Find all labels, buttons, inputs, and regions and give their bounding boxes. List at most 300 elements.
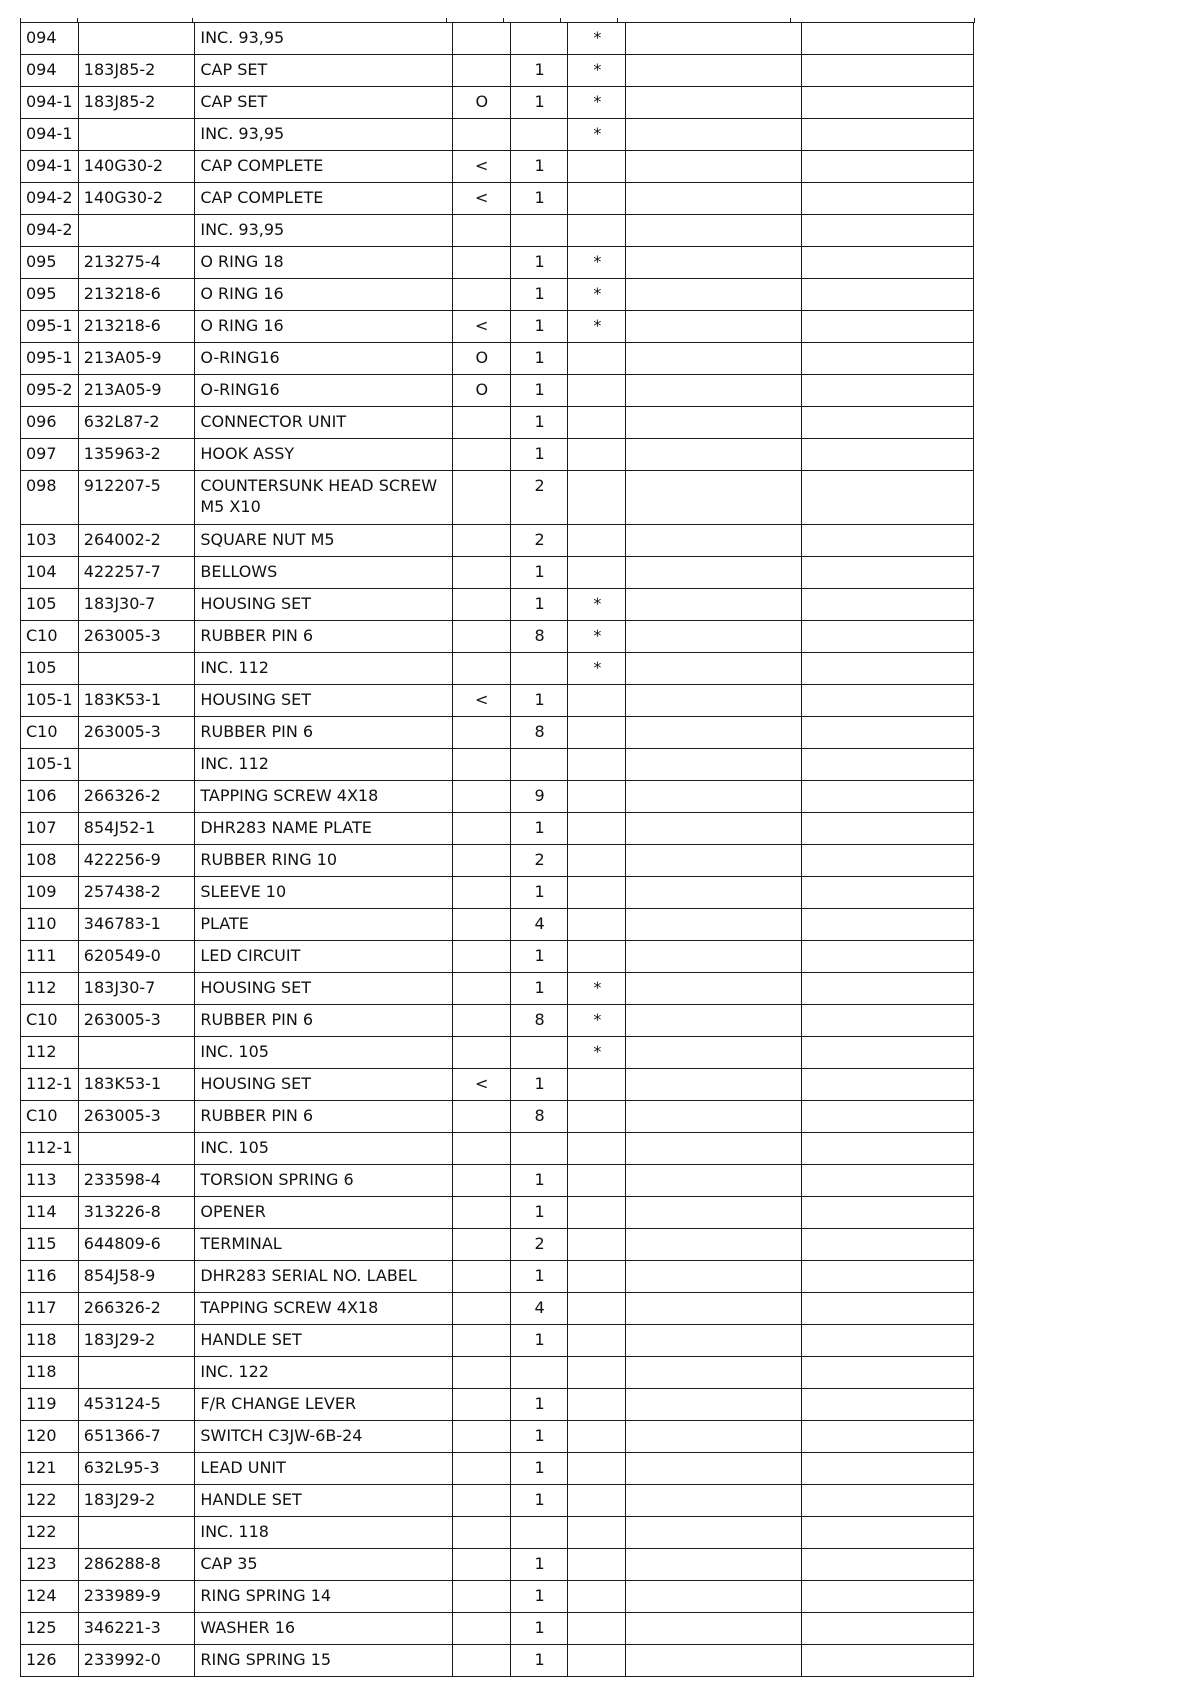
part-number-cell: 912207-5	[78, 471, 195, 525]
asterisk-cell	[568, 685, 626, 717]
asterisk-cell	[568, 845, 626, 877]
mark-cell	[452, 1357, 510, 1389]
part-number-cell	[78, 1517, 195, 1549]
table-row	[21, 557, 974, 589]
part-number-cell: 233989-9	[78, 1581, 195, 1613]
quantity-cell: 1	[510, 1485, 568, 1517]
table-row	[21, 845, 974, 877]
description-cell: CONNECTOR UNIT	[195, 407, 453, 439]
blank-cell	[626, 749, 801, 781]
part-number-cell: 183J85-2	[78, 55, 195, 87]
table-row	[21, 151, 974, 183]
table-row	[21, 749, 974, 781]
quantity-cell: 1	[510, 941, 568, 973]
blank-cell	[801, 1613, 973, 1645]
blank-cell	[801, 1645, 973, 1677]
blank-cell	[801, 343, 973, 375]
blank-cell	[626, 1101, 801, 1133]
blank-cell	[801, 1549, 973, 1581]
item-no-cell: 121	[21, 1453, 79, 1485]
asterisk-cell	[568, 781, 626, 813]
description-cell: TORSION SPRING 6	[195, 1165, 453, 1197]
description-cell: INC. 93,95	[195, 215, 453, 247]
table-row	[21, 941, 974, 973]
blank-cell	[626, 1389, 801, 1421]
table-row	[21, 1389, 974, 1421]
description-cell: HOUSING SET	[195, 685, 453, 717]
mark-cell	[452, 1581, 510, 1613]
quantity-cell: 1	[510, 877, 568, 909]
quantity-cell: 1	[510, 1421, 568, 1453]
part-number-cell	[78, 1037, 195, 1069]
table-row	[21, 1261, 974, 1293]
description-cell: TERMINAL	[195, 1229, 453, 1261]
blank-cell	[626, 1645, 801, 1677]
quantity-cell: 1	[510, 247, 568, 279]
table-row	[21, 781, 974, 813]
mark-cell	[452, 471, 510, 525]
blank-cell	[801, 845, 973, 877]
item-no-cell: 106	[21, 781, 79, 813]
blank-cell	[626, 877, 801, 909]
asterisk-cell: *	[568, 55, 626, 87]
description-cell: HANDLE SET	[195, 1485, 453, 1517]
part-number-cell: 140G30-2	[78, 183, 195, 215]
item-no-cell: 107	[21, 813, 79, 845]
part-number-cell: 213218-6	[78, 311, 195, 343]
description-cell: HOOK ASSY	[195, 439, 453, 471]
mark-cell	[452, 119, 510, 151]
asterisk-cell	[568, 151, 626, 183]
asterisk-cell: *	[568, 973, 626, 1005]
blank-cell	[801, 1581, 973, 1613]
quantity-cell: 1	[510, 1325, 568, 1357]
asterisk-cell: *	[568, 279, 626, 311]
blank-cell	[801, 909, 973, 941]
description-cell: CAP COMPLETE	[195, 183, 453, 215]
table-row	[21, 375, 974, 407]
item-no-cell: C10	[21, 717, 79, 749]
quantity-cell: 8	[510, 1101, 568, 1133]
blank-cell	[801, 1421, 973, 1453]
blank-cell	[801, 621, 973, 653]
mark-cell	[452, 717, 510, 749]
item-no-cell: 094-1	[21, 87, 79, 119]
part-number-cell: 183J85-2	[78, 87, 195, 119]
description-cell: RING SPRING 15	[195, 1645, 453, 1677]
column-line-stub	[974, 18, 975, 23]
quantity-cell: 4	[510, 1293, 568, 1325]
item-no-cell: 095-1	[21, 343, 79, 375]
quantity-cell: 1	[510, 1261, 568, 1293]
asterisk-cell	[568, 1485, 626, 1517]
quantity-cell: 1	[510, 439, 568, 471]
quantity-cell: 1	[510, 375, 568, 407]
part-number-cell: 854J58-9	[78, 1261, 195, 1293]
quantity-cell: 9	[510, 781, 568, 813]
mark-cell	[452, 439, 510, 471]
table-row	[21, 247, 974, 279]
quantity-cell: 1	[510, 589, 568, 621]
quantity-cell: 1	[510, 183, 568, 215]
item-no-cell: 118	[21, 1357, 79, 1389]
table-row	[21, 1613, 974, 1645]
description-cell: PLATE	[195, 909, 453, 941]
item-no-cell: 096	[21, 407, 79, 439]
part-number-cell: 183J29-2	[78, 1325, 195, 1357]
blank-cell	[801, 1133, 973, 1165]
blank-cell	[626, 471, 801, 525]
blank-cell	[801, 471, 973, 525]
quantity-cell: 2	[510, 471, 568, 525]
item-no-cell: 095	[21, 279, 79, 311]
asterisk-cell	[568, 749, 626, 781]
item-no-cell: 095	[21, 247, 79, 279]
asterisk-cell	[568, 557, 626, 589]
blank-cell	[626, 1261, 801, 1293]
blank-cell	[626, 1613, 801, 1645]
item-no-cell: 097	[21, 439, 79, 471]
blank-cell	[626, 973, 801, 1005]
item-no-cell: 116	[21, 1261, 79, 1293]
quantity-cell: 2	[510, 1229, 568, 1261]
description-cell: INC. 105	[195, 1037, 453, 1069]
item-no-cell: 105	[21, 653, 79, 685]
mark-cell: <	[452, 685, 510, 717]
item-no-cell: 124	[21, 1581, 79, 1613]
blank-cell	[626, 717, 801, 749]
part-number-cell: 213218-6	[78, 279, 195, 311]
asterisk-cell	[568, 1165, 626, 1197]
table-row	[21, 343, 974, 375]
mark-cell	[452, 407, 510, 439]
item-no-cell: 115	[21, 1229, 79, 1261]
description-cell: LED CIRCUIT	[195, 941, 453, 973]
blank-cell	[801, 183, 973, 215]
description-cell: WASHER 16	[195, 1613, 453, 1645]
blank-cell	[801, 781, 973, 813]
description-cell: HOUSING SET	[195, 973, 453, 1005]
blank-cell	[801, 407, 973, 439]
mark-cell	[452, 653, 510, 685]
blank-cell	[626, 1581, 801, 1613]
blank-cell	[801, 685, 973, 717]
quantity-cell	[510, 119, 568, 151]
blank-cell	[801, 1261, 973, 1293]
description-cell: SWITCH C3JW-6B-24	[195, 1421, 453, 1453]
table-row	[21, 813, 974, 845]
item-no-cell: 112	[21, 1037, 79, 1069]
mark-cell: O	[452, 87, 510, 119]
part-number-cell	[78, 119, 195, 151]
asterisk-cell	[568, 1261, 626, 1293]
part-number-cell: 346783-1	[78, 909, 195, 941]
item-no-cell: 094-2	[21, 183, 79, 215]
blank-cell	[801, 813, 973, 845]
mark-cell	[452, 973, 510, 1005]
quantity-cell	[510, 749, 568, 781]
asterisk-cell	[568, 525, 626, 557]
description-cell: INC. 112	[195, 749, 453, 781]
blank-cell	[626, 941, 801, 973]
table-row	[21, 1581, 974, 1613]
item-no-cell: 110	[21, 909, 79, 941]
part-number-cell: 183K53-1	[78, 1069, 195, 1101]
description-cell: TAPPING SCREW 4X18	[195, 1293, 453, 1325]
blank-cell	[801, 279, 973, 311]
blank-cell	[626, 685, 801, 717]
table-row	[21, 621, 974, 653]
description-cell: RUBBER PIN 6	[195, 1005, 453, 1037]
part-number-cell: 620549-0	[78, 941, 195, 973]
mark-cell	[452, 1037, 510, 1069]
item-no-cell: 098	[21, 471, 79, 525]
table-row	[21, 1517, 974, 1549]
mark-cell	[452, 941, 510, 973]
asterisk-cell	[568, 471, 626, 525]
item-no-cell: 114	[21, 1197, 79, 1229]
description-cell: COUNTERSUNK HEAD SCREW M5 X10	[195, 471, 453, 525]
table-row	[21, 973, 974, 1005]
asterisk-cell	[568, 1069, 626, 1101]
item-no-cell: 126	[21, 1645, 79, 1677]
asterisk-cell: *	[568, 1005, 626, 1037]
blank-cell	[801, 653, 973, 685]
asterisk-cell: *	[568, 119, 626, 151]
blank-cell	[801, 1293, 973, 1325]
quantity-cell: 1	[510, 973, 568, 1005]
table-row	[21, 407, 974, 439]
blank-cell	[801, 1197, 973, 1229]
table-row	[21, 589, 974, 621]
mark-cell	[452, 781, 510, 813]
description-cell: CAP COMPLETE	[195, 151, 453, 183]
table-row	[21, 1421, 974, 1453]
mark-cell	[452, 1645, 510, 1677]
table-row	[21, 717, 974, 749]
description-cell: SQUARE NUT M5	[195, 525, 453, 557]
blank-cell	[626, 439, 801, 471]
blank-cell	[801, 1101, 973, 1133]
description-cell: DHR283 NAME PLATE	[195, 813, 453, 845]
table-row	[21, 685, 974, 717]
blank-cell	[801, 119, 973, 151]
part-number-cell: 183J29-2	[78, 1485, 195, 1517]
blank-cell	[626, 1549, 801, 1581]
mark-cell	[452, 1261, 510, 1293]
asterisk-cell	[568, 941, 626, 973]
table-row	[21, 279, 974, 311]
quantity-cell: 1	[510, 1645, 568, 1677]
table-row	[21, 311, 974, 343]
asterisk-cell	[568, 1101, 626, 1133]
blank-cell	[626, 119, 801, 151]
blank-cell	[801, 55, 973, 87]
description-cell: O RING 18	[195, 247, 453, 279]
blank-cell	[801, 1485, 973, 1517]
mark-cell	[452, 1101, 510, 1133]
blank-cell	[626, 589, 801, 621]
table-row	[21, 1325, 974, 1357]
part-number-cell: 257438-2	[78, 877, 195, 909]
table-row	[21, 1101, 974, 1133]
mark-cell	[452, 813, 510, 845]
item-no-cell: 105-1	[21, 749, 79, 781]
part-number-cell	[78, 749, 195, 781]
description-cell: CAP 35	[195, 1549, 453, 1581]
blank-cell	[626, 1069, 801, 1101]
asterisk-cell	[568, 343, 626, 375]
quantity-cell: 1	[510, 1389, 568, 1421]
asterisk-cell	[568, 1549, 626, 1581]
description-cell: CAP SET	[195, 55, 453, 87]
quantity-cell	[510, 1133, 568, 1165]
description-cell: RING SPRING 14	[195, 1581, 453, 1613]
quantity-cell: 1	[510, 1069, 568, 1101]
quantity-cell: 1	[510, 813, 568, 845]
part-number-cell: 854J52-1	[78, 813, 195, 845]
table-row	[21, 1453, 974, 1485]
blank-cell	[626, 1165, 801, 1197]
asterisk-cell	[568, 1613, 626, 1645]
blank-cell	[801, 215, 973, 247]
item-no-cell: 094-1	[21, 119, 79, 151]
description-cell: SLEEVE 10	[195, 877, 453, 909]
mark-cell	[452, 55, 510, 87]
asterisk-cell	[568, 1197, 626, 1229]
asterisk-cell	[568, 1453, 626, 1485]
blank-cell	[801, 525, 973, 557]
quantity-cell: 1	[510, 55, 568, 87]
mark-cell	[452, 877, 510, 909]
blank-cell	[801, 557, 973, 589]
blank-cell	[626, 1037, 801, 1069]
item-no-cell: 123	[21, 1549, 79, 1581]
blank-cell	[801, 973, 973, 1005]
description-cell: BELLOWS	[195, 557, 453, 589]
blank-cell	[626, 1453, 801, 1485]
table-row	[21, 1357, 974, 1389]
asterisk-cell: *	[568, 653, 626, 685]
asterisk-cell	[568, 183, 626, 215]
asterisk-cell	[568, 215, 626, 247]
quantity-cell: 1	[510, 407, 568, 439]
blank-cell	[801, 375, 973, 407]
mark-cell	[452, 279, 510, 311]
asterisk-cell	[568, 407, 626, 439]
mark-cell: O	[452, 375, 510, 407]
quantity-cell: 2	[510, 525, 568, 557]
description-cell: O RING 16	[195, 279, 453, 311]
table-row	[21, 1005, 974, 1037]
item-no-cell: 118	[21, 1325, 79, 1357]
asterisk-cell	[568, 375, 626, 407]
table-row	[21, 1485, 974, 1517]
blank-cell	[626, 311, 801, 343]
mark-cell	[452, 1229, 510, 1261]
item-no-cell: 094-2	[21, 215, 79, 247]
blank-cell	[626, 1133, 801, 1165]
part-number-cell: 233598-4	[78, 1165, 195, 1197]
part-number-cell: 632L87-2	[78, 407, 195, 439]
part-number-cell: 263005-3	[78, 1005, 195, 1037]
blank-cell	[801, 1357, 973, 1389]
asterisk-cell	[568, 1133, 626, 1165]
blank-cell	[626, 1517, 801, 1549]
quantity-cell: 1	[510, 1613, 568, 1645]
asterisk-cell: *	[568, 621, 626, 653]
asterisk-cell	[568, 1325, 626, 1357]
blank-cell	[626, 1197, 801, 1229]
part-number-cell: 263005-3	[78, 621, 195, 653]
blank-cell	[801, 1005, 973, 1037]
blank-cell	[626, 1325, 801, 1357]
mark-cell	[452, 1517, 510, 1549]
part-number-cell: 263005-3	[78, 1101, 195, 1133]
blank-cell	[626, 247, 801, 279]
table-row	[21, 1229, 974, 1261]
item-no-cell: 094	[21, 55, 79, 87]
quantity-cell: 2	[510, 845, 568, 877]
part-number-cell: 140G30-2	[78, 151, 195, 183]
asterisk-cell	[568, 909, 626, 941]
quantity-cell	[510, 215, 568, 247]
item-no-cell: 104	[21, 557, 79, 589]
item-no-cell: C10	[21, 1005, 79, 1037]
description-cell: INC. 93,95	[195, 119, 453, 151]
item-no-cell: 111	[21, 941, 79, 973]
part-number-cell: 183J30-7	[78, 973, 195, 1005]
blank-cell	[801, 1453, 973, 1485]
mark-cell	[452, 1197, 510, 1229]
asterisk-cell	[568, 877, 626, 909]
asterisk-cell	[568, 813, 626, 845]
blank-cell	[801, 1037, 973, 1069]
mark-cell	[452, 1389, 510, 1421]
part-number-cell: 453124-5	[78, 1389, 195, 1421]
blank-cell	[801, 1389, 973, 1421]
blank-cell	[801, 23, 973, 55]
part-number-cell: 266326-2	[78, 1293, 195, 1325]
mark-cell	[452, 247, 510, 279]
blank-cell	[626, 525, 801, 557]
part-number-cell: 422257-7	[78, 557, 195, 589]
item-no-cell: 117	[21, 1293, 79, 1325]
mark-cell	[452, 1549, 510, 1581]
quantity-cell: 1	[510, 311, 568, 343]
item-no-cell: 094	[21, 23, 79, 55]
item-no-cell: 122	[21, 1485, 79, 1517]
blank-cell	[626, 407, 801, 439]
asterisk-cell: *	[568, 311, 626, 343]
mark-cell	[452, 1005, 510, 1037]
quantity-cell: 1	[510, 1549, 568, 1581]
blank-cell	[626, 279, 801, 311]
table-row	[21, 877, 974, 909]
item-no-cell: 105	[21, 589, 79, 621]
mark-cell	[452, 1325, 510, 1357]
blank-cell	[801, 1325, 973, 1357]
blank-cell	[626, 375, 801, 407]
asterisk-cell	[568, 1645, 626, 1677]
table-row	[21, 471, 974, 525]
part-number-cell: 313226-8	[78, 1197, 195, 1229]
mark-cell	[452, 557, 510, 589]
asterisk-cell: *	[568, 1037, 626, 1069]
quantity-cell	[510, 1357, 568, 1389]
description-cell: RUBBER RING 10	[195, 845, 453, 877]
blank-cell	[801, 151, 973, 183]
